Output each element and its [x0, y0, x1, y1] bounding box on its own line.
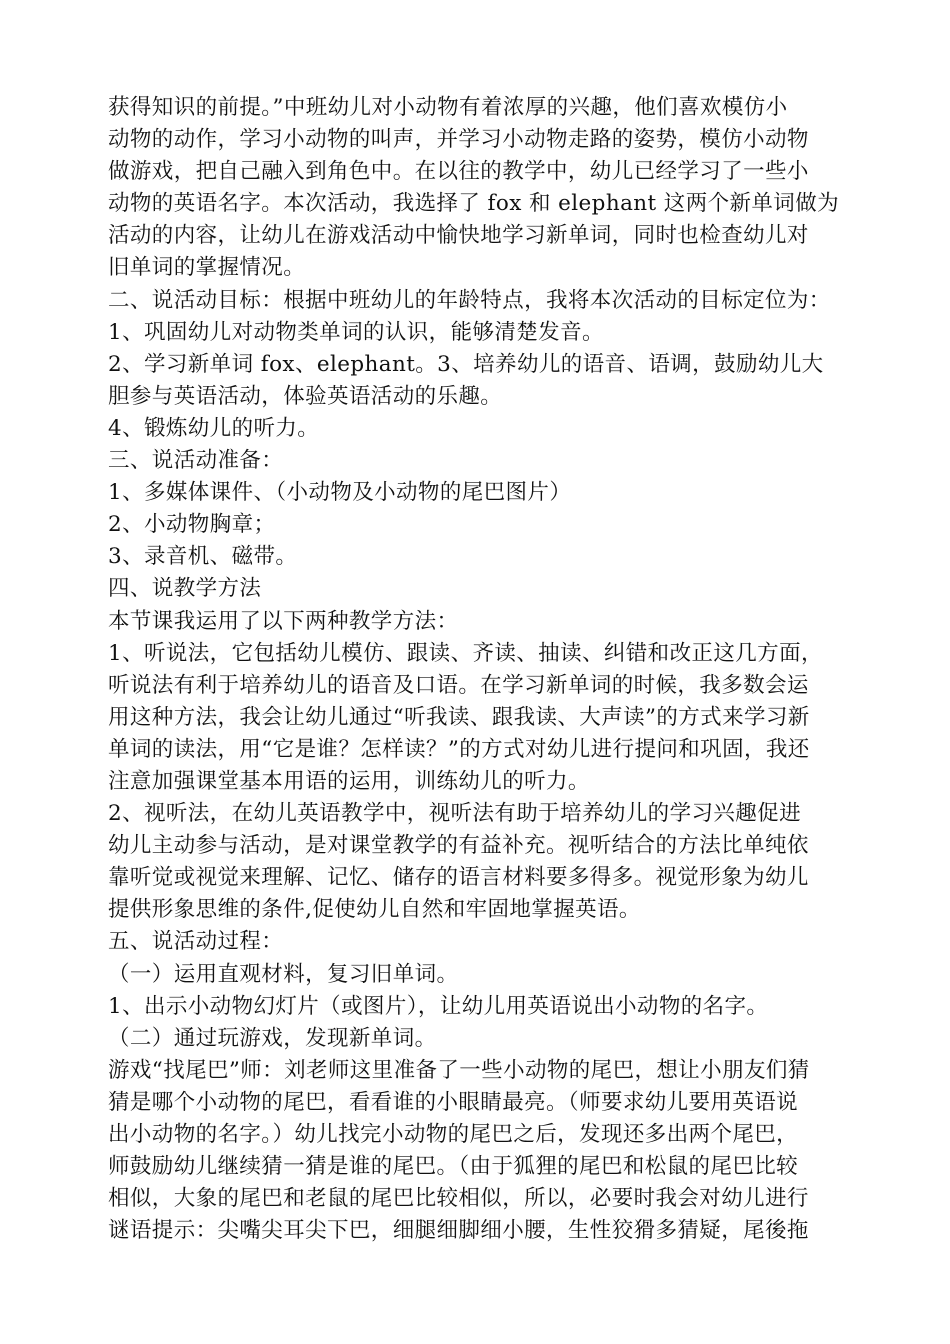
list-item: 2、小动物胸章；	[108, 512, 276, 538]
list-item: 4、锻炼幼儿的听力。	[108, 415, 320, 441]
text-line: 出小动物的名字。）幼儿找完小动物的尾巴之后，发现还多出两个尾巴，	[108, 1122, 799, 1147]
text-line: 动物的动作，学习小动物的叫声，并学习小动物走路的姿势，模仿小动物	[108, 127, 809, 153]
text-line: 活动的内容，让幼儿在游戏活动中愉快地学习新单词，同时也检查幼儿对	[108, 223, 809, 249]
section-heading: 五、说活动过程：	[108, 929, 284, 955]
text-line: 谜语提示：尖嘴尖耳尖下巴，细腿细脚细小腰，生性狡猾多猜疑，尾後拖	[108, 1218, 809, 1244]
list-item: 1、听说法，它包括幼儿模仿、跟读、齐读、抽读、纠错和改正这几方面，	[108, 640, 823, 666]
text-line: 师鼓励幼儿继续猜一猜是谁的尾巴。（由于狐狸的尾巴和松鼠的尾巴比较	[108, 1154, 799, 1180]
text-line: 旧单词的掌握情况。	[108, 255, 306, 281]
list-item: 1、多媒体课件、（小动物及小动物的尾巴图片）	[108, 480, 572, 506]
list-item: 2、视听法，在幼儿英语教学中，视听法有助于培养幼儿的学习兴趣促进	[108, 801, 801, 827]
text-line: 胆参与英语活动，体验英语活动的乐趣。	[108, 383, 503, 409]
list-item: 2、学习新单词 fox、elephant。3、培养幼儿的语音、语调，鼓励幼儿大	[108, 351, 824, 377]
section-heading: 四、说教学方法	[108, 576, 262, 602]
list-item: 1、巩固幼儿对动物类单词的认识，能够清楚发音。	[108, 319, 604, 345]
text-line: 本节课我运用了以下两种教学方法：	[108, 608, 459, 634]
text-line: 游戏“找尾巴”师：刘老师这里准备了一些小动物的尾巴，想让小朋友们猜	[108, 1057, 810, 1083]
section-heading: 三、说活动准备：	[108, 448, 284, 474]
text-line: 动物的英语名字。本次活动，我选择了 fox 和 elephant 这两个新单词做为	[108, 191, 840, 217]
text-line: 提供形象思维的条件,促使幼儿自然和牢固地掌握英语。	[108, 897, 641, 923]
list-item: 1、出示小动物幻灯片（或图片），让幼儿用英语说出小动物的名字。	[108, 993, 769, 1019]
text-line: 做游戏，把自己融入到角色中。在以往的教学中，幼儿已经学习了一些小	[108, 159, 809, 185]
section-heading: 二、说活动目标：根据中班幼儿的年龄特点，我将本次活动的目标定位为：	[108, 287, 831, 313]
text-line: 猜是哪个小动物的尾巴，看看谁的小眼睛最亮。（师要求幼儿要用英语说	[108, 1089, 799, 1115]
text-line: 注意加强课堂基本用语的运用，训练幼儿的听力。	[108, 768, 590, 794]
text-line: 用这种方法，我会让幼儿通过“听我读、跟我读、大声读”的方式来学习新	[108, 704, 810, 730]
document-page	[108, 92, 868, 1247]
list-item: 3、录音机、磁带。	[108, 544, 298, 570]
text-line: 幼儿主动参与活动，是对课堂教学的有益补充。视听结合的方法比单纯依	[108, 833, 809, 859]
text-line: 获得知识的前提。”中班幼儿对小动物有着浓厚的兴趣，他们喜欢模仿小	[108, 95, 788, 120]
subsection-heading: （二）通过玩游戏，发现新单词。	[108, 1025, 437, 1051]
subsection-heading: （一）运用直观材料，复习旧单词。	[108, 961, 459, 987]
text-line: 相似，大象的尾巴和老鼠的尾巴比较相似，所以，必要时我会对幼儿进行	[108, 1186, 809, 1212]
text-line: 单词的读法，用“它是谁？怎样读？”的方式对幼儿进行提问和巩固，我还	[108, 736, 810, 762]
text-line: 听说法有利于培养幼儿的语音及口语。在学习新单词的时候，我多数会运	[108, 672, 809, 698]
text-line: 靠听觉或视觉来理解、记忆、储存的语言材料要多得多。视觉形象为幼儿	[108, 865, 809, 891]
